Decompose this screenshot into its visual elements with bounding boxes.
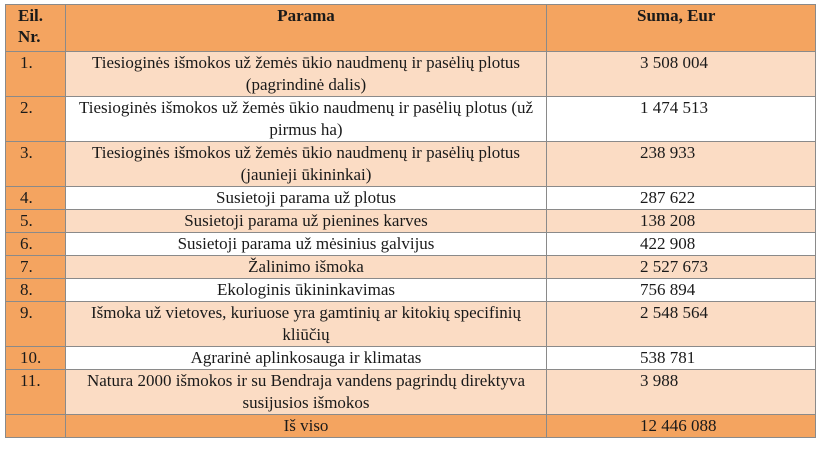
row-number: 5.: [6, 210, 66, 233]
support-table-container: [5, 4, 816, 438]
row-sum: 422 908: [547, 233, 816, 256]
row-number: 11.: [6, 370, 66, 415]
row-description: Susietoji parama už pienines karves: [66, 210, 547, 233]
table-row: [6, 233, 816, 256]
table-row: [6, 187, 816, 210]
row-description: Natura 2000 išmokos ir su Bendraja vandens pagrindų direktyva susijusios išmokos: [66, 370, 547, 415]
row-sum: 3 508 004: [547, 52, 816, 97]
row-sum: 2 527 673: [547, 256, 816, 279]
row-sum: 2 548 564: [547, 302, 816, 347]
row-description: Išmoka už vietoves, kuriuose yra gamtinių ar kitokių specifinių kliūčių: [66, 302, 547, 347]
row-description: Ekologinis ūkininkavimas: [66, 279, 547, 302]
row-description: Tiesioginės išmokos už žemės ūkio naudmenų ir pasėlių plotus (už pirmus ha): [66, 97, 547, 142]
table-row: [6, 302, 816, 347]
row-number: 8.: [6, 279, 66, 302]
header-sum: Suma, Eur: [547, 5, 816, 52]
row-number: 6.: [6, 233, 66, 256]
table-row: [6, 279, 816, 302]
row-number: 4.: [6, 187, 66, 210]
row-sum: 138 208: [547, 210, 816, 233]
total-sum: 12 446 088: [547, 415, 816, 438]
header-support: Parama: [66, 5, 547, 52]
table-row: [6, 52, 816, 97]
row-sum: 538 781: [547, 347, 816, 370]
table-row: [6, 210, 816, 233]
row-description: Tiesioginės išmokos už žemės ūkio naudmenų ir pasėlių plotus (pagrindinė dalis): [66, 52, 547, 97]
row-sum: 756 894: [547, 279, 816, 302]
row-description: Žalinimo išmoka: [66, 256, 547, 279]
row-description: Susietoji parama už plotus: [66, 187, 547, 210]
table-row: [6, 142, 816, 187]
total-label: Iš viso: [66, 415, 547, 438]
support-table: [5, 4, 816, 438]
row-sum: 1 474 513: [547, 97, 816, 142]
table-row: [6, 256, 816, 279]
row-number: 2.: [6, 97, 66, 142]
row-number: 1.: [6, 52, 66, 97]
row-number: 10.: [6, 347, 66, 370]
table-row: [6, 347, 816, 370]
row-description: Susietoji parama už mėsinius galvijus: [66, 233, 547, 256]
header-number: Eil. Nr.: [6, 5, 66, 52]
total-row: [6, 415, 816, 438]
row-sum: 238 933: [547, 142, 816, 187]
row-sum: 287 622: [547, 187, 816, 210]
table-row: [6, 97, 816, 142]
row-number: 7.: [6, 256, 66, 279]
row-description: Tiesioginės išmokos už žemės ūkio naudmenų ir pasėlių plotus (jaunieji ūkininkai): [66, 142, 547, 187]
row-description: Agrarinė aplinkosauga ir klimatas: [66, 347, 547, 370]
row-sum: 3 988: [547, 370, 816, 415]
total-number-cell: [6, 415, 66, 438]
row-number: 3.: [6, 142, 66, 187]
table-header-row: [6, 5, 816, 52]
table-row: [6, 370, 816, 415]
row-number: 9.: [6, 302, 66, 347]
